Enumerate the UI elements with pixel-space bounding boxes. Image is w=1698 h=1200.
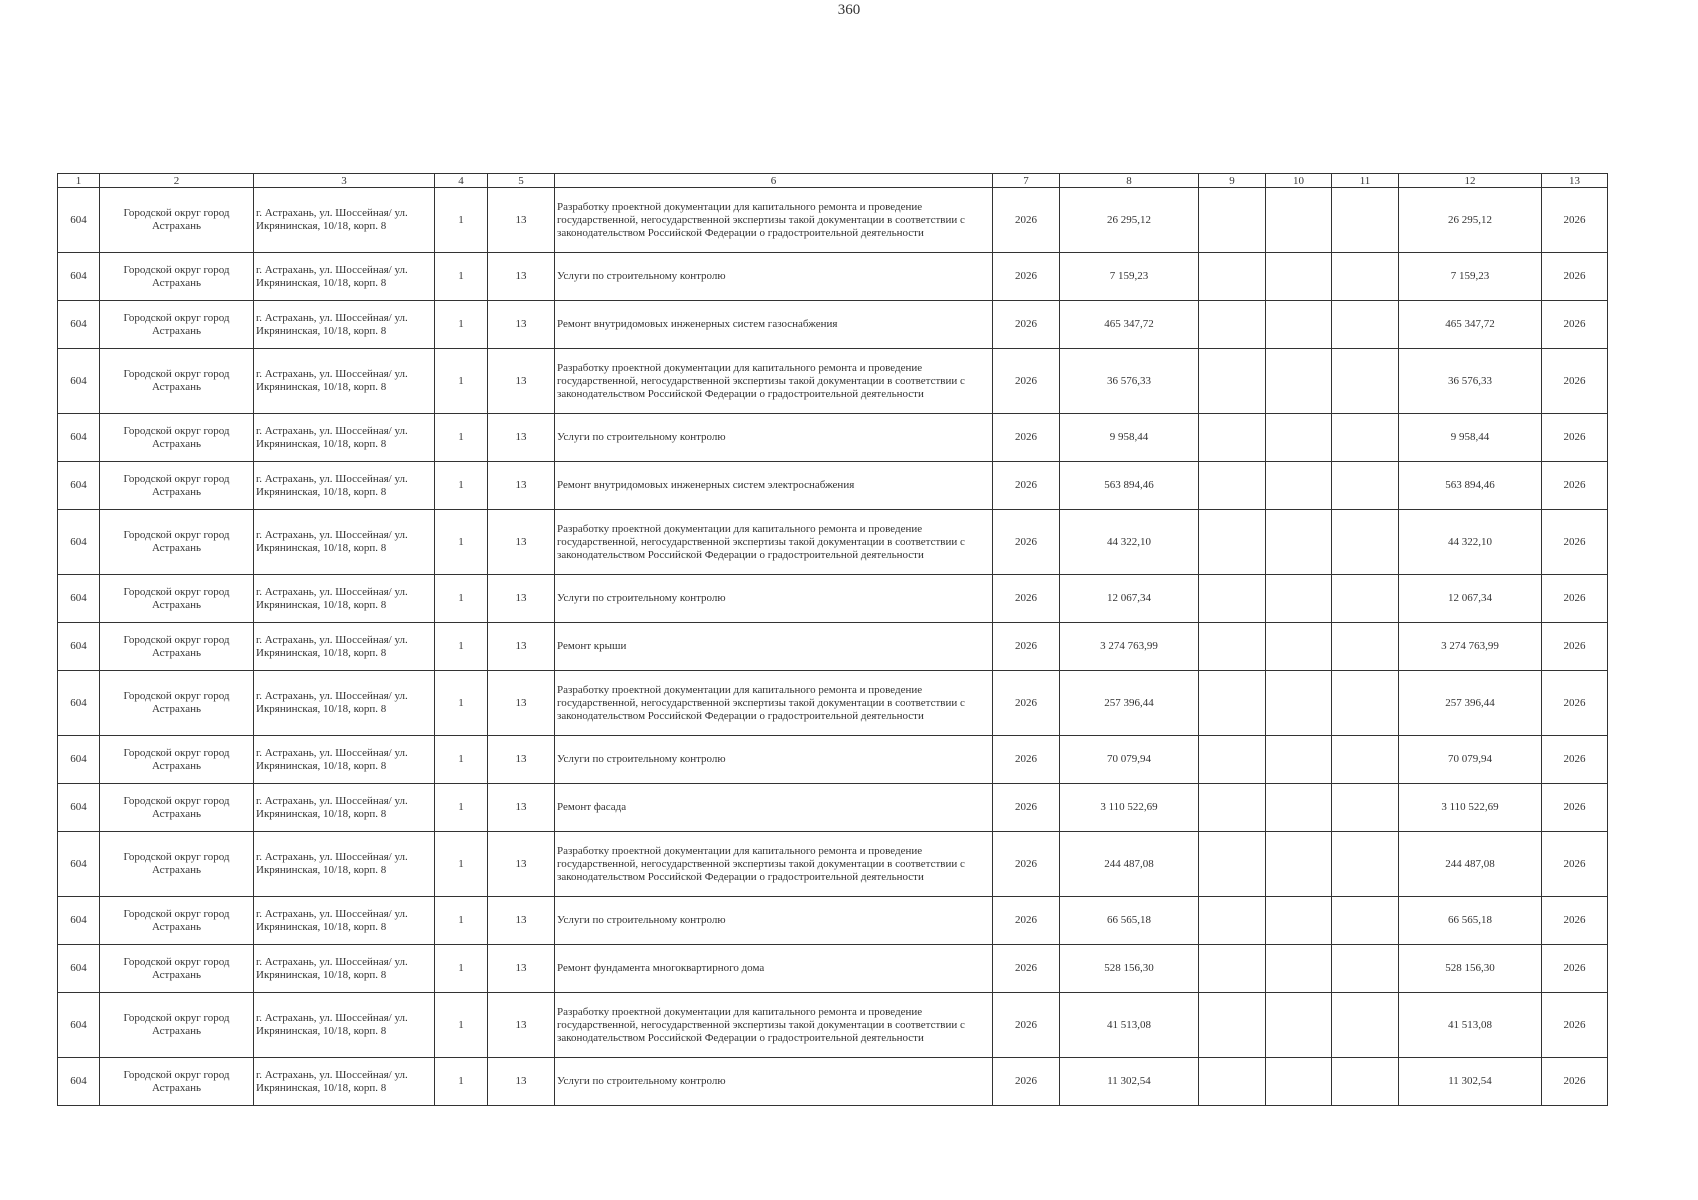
cell-municipality: Городской округ город Астрахань xyxy=(100,832,254,897)
cell-total: 66 565,18 xyxy=(1060,897,1199,945)
cell-col4: 1 xyxy=(435,945,488,993)
cell-col5: 13 xyxy=(488,510,555,575)
table-row xyxy=(58,736,1608,784)
table-body xyxy=(58,188,1608,1106)
cell-total: 12 067,34 xyxy=(1060,575,1199,623)
cell-id: 604 xyxy=(58,1058,100,1106)
cell-col10 xyxy=(1266,253,1332,301)
cell-address: г. Астрахань, ул. Шоссейная/ ул. Икрянинская, 10/18, корп. 8 xyxy=(254,897,435,945)
table-header xyxy=(58,174,1608,188)
cell-municipality: Городской округ город Астрахань xyxy=(100,623,254,671)
cell-id: 604 xyxy=(58,945,100,993)
cell-work-type: Разработку проектной документации для капитального ремонта и проведение государственной, негосударственной экспертизы такой документации в соответствии с законодательством Российской Федерации о градостроительной деятельности xyxy=(555,188,993,253)
cell-col5: 13 xyxy=(488,623,555,671)
table-row xyxy=(58,784,1608,832)
cell-col5: 13 xyxy=(488,832,555,897)
header-cell: 11 xyxy=(1332,174,1399,188)
cell-col4: 1 xyxy=(435,623,488,671)
cell-col12: 7 159,23 xyxy=(1399,253,1542,301)
cell-col11 xyxy=(1332,671,1399,736)
cell-work-type: Ремонт фундамента многоквартирного дома xyxy=(555,945,993,993)
cell-col4: 1 xyxy=(435,575,488,623)
cell-year: 2026 xyxy=(993,832,1060,897)
cell-col4: 1 xyxy=(435,188,488,253)
cell-municipality: Городской округ город Астрахань xyxy=(100,945,254,993)
cell-id: 604 xyxy=(58,510,100,575)
cell-col10 xyxy=(1266,349,1332,414)
cell-col4: 1 xyxy=(435,671,488,736)
cell-work-type: Услуги по строительному контролю xyxy=(555,575,993,623)
cell-municipality: Городской округ город Астрахань xyxy=(100,301,254,349)
cell-col9 xyxy=(1199,349,1266,414)
cell-col9 xyxy=(1199,671,1266,736)
cell-col5: 13 xyxy=(488,736,555,784)
cell-col13: 2026 xyxy=(1542,510,1608,575)
cell-address: г. Астрахань, ул. Шоссейная/ ул. Икрянинская, 10/18, корп. 8 xyxy=(254,993,435,1058)
cell-col10 xyxy=(1266,575,1332,623)
cell-municipality: Городской округ город Астрахань xyxy=(100,671,254,736)
cell-address: г. Астрахань, ул. Шоссейная/ ул. Икрянинская, 10/18, корп. 8 xyxy=(254,671,435,736)
cell-total: 257 396,44 xyxy=(1060,671,1199,736)
cell-col12: 66 565,18 xyxy=(1399,897,1542,945)
header-cell: 8 xyxy=(1060,174,1199,188)
cell-col10 xyxy=(1266,623,1332,671)
cell-col5: 13 xyxy=(488,462,555,510)
cell-col12: 41 513,08 xyxy=(1399,993,1542,1058)
cell-id: 604 xyxy=(58,253,100,301)
table-row xyxy=(58,575,1608,623)
cell-col4: 1 xyxy=(435,414,488,462)
cell-col9 xyxy=(1199,188,1266,253)
cell-col5: 13 xyxy=(488,784,555,832)
cell-col9 xyxy=(1199,993,1266,1058)
cell-work-type: Ремонт внутридомовых инженерных систем газоснабжения xyxy=(555,301,993,349)
cell-municipality: Городской округ город Астрахань xyxy=(100,1058,254,1106)
cell-address: г. Астрахань, ул. Шоссейная/ ул. Икрянинская, 10/18, корп. 8 xyxy=(254,1058,435,1106)
cell-work-type: Разработку проектной документации для капитального ремонта и проведение государственной, негосударственной экспертизы такой документации в соответствии с законодательством Российской Федерации о градостроительной деятельности xyxy=(555,832,993,897)
cell-col10 xyxy=(1266,784,1332,832)
table-row xyxy=(58,349,1608,414)
cell-col5: 13 xyxy=(488,945,555,993)
cell-address: г. Астрахань, ул. Шоссейная/ ул. Икрянинская, 10/18, корп. 8 xyxy=(254,301,435,349)
cell-col11 xyxy=(1332,575,1399,623)
cell-total: 70 079,94 xyxy=(1060,736,1199,784)
cell-col13: 2026 xyxy=(1542,1058,1608,1106)
header-row xyxy=(58,174,1608,188)
cell-year: 2026 xyxy=(993,945,1060,993)
cell-address: г. Астрахань, ул. Шоссейная/ ул. Икрянинская, 10/18, корп. 8 xyxy=(254,575,435,623)
cell-col4: 1 xyxy=(435,993,488,1058)
cell-col11 xyxy=(1332,462,1399,510)
cell-col5: 13 xyxy=(488,188,555,253)
header-cell: 5 xyxy=(488,174,555,188)
cell-work-type: Ремонт внутридомовых инженерных систем электроснабжения xyxy=(555,462,993,510)
cell-id: 604 xyxy=(58,832,100,897)
cell-col9 xyxy=(1199,462,1266,510)
cell-address: г. Астрахань, ул. Шоссейная/ ул. Икрянинская, 10/18, корп. 8 xyxy=(254,188,435,253)
header-cell: 2 xyxy=(100,174,254,188)
cell-col13: 2026 xyxy=(1542,188,1608,253)
cell-col9 xyxy=(1199,784,1266,832)
cell-col12: 3 110 522,69 xyxy=(1399,784,1542,832)
cell-col12: 9 958,44 xyxy=(1399,414,1542,462)
table-row xyxy=(58,462,1608,510)
cell-col12: 36 576,33 xyxy=(1399,349,1542,414)
cell-id: 604 xyxy=(58,623,100,671)
table-row xyxy=(58,623,1608,671)
cell-col5: 13 xyxy=(488,301,555,349)
cell-col13: 2026 xyxy=(1542,671,1608,736)
cell-col9 xyxy=(1199,832,1266,897)
cell-col10 xyxy=(1266,188,1332,253)
cell-municipality: Городской округ город Астрахань xyxy=(100,575,254,623)
cell-col10 xyxy=(1266,832,1332,897)
cell-total: 41 513,08 xyxy=(1060,993,1199,1058)
cell-work-type: Услуги по строительному контролю xyxy=(555,253,993,301)
cell-col5: 13 xyxy=(488,414,555,462)
cell-col5: 13 xyxy=(488,253,555,301)
cell-year: 2026 xyxy=(993,510,1060,575)
header-cell: 9 xyxy=(1199,174,1266,188)
cell-col11 xyxy=(1332,897,1399,945)
cell-year: 2026 xyxy=(993,736,1060,784)
cell-col4: 1 xyxy=(435,832,488,897)
cell-work-type: Услуги по строительному контролю xyxy=(555,1058,993,1106)
cell-col5: 13 xyxy=(488,1058,555,1106)
cell-year: 2026 xyxy=(993,784,1060,832)
cell-col10 xyxy=(1266,671,1332,736)
cell-year: 2026 xyxy=(993,993,1060,1058)
cell-col12: 12 067,34 xyxy=(1399,575,1542,623)
cell-year: 2026 xyxy=(993,1058,1060,1106)
cell-col12: 257 396,44 xyxy=(1399,671,1542,736)
cell-col4: 1 xyxy=(435,897,488,945)
cell-col5: 13 xyxy=(488,671,555,736)
cell-col12: 465 347,72 xyxy=(1399,301,1542,349)
cell-address: г. Астрахань, ул. Шоссейная/ ул. Икрянинская, 10/18, корп. 8 xyxy=(254,253,435,301)
cell-col11 xyxy=(1332,1058,1399,1106)
cell-address: г. Астрахань, ул. Шоссейная/ ул. Икрянинская, 10/18, корп. 8 xyxy=(254,414,435,462)
cell-col10 xyxy=(1266,897,1332,945)
cell-id: 604 xyxy=(58,188,100,253)
cell-col5: 13 xyxy=(488,993,555,1058)
header-cell: 1 xyxy=(58,174,100,188)
cell-address: г. Астрахань, ул. Шоссейная/ ул. Икрянинская, 10/18, корп. 8 xyxy=(254,349,435,414)
cell-total: 26 295,12 xyxy=(1060,188,1199,253)
cell-address: г. Астрахань, ул. Шоссейная/ ул. Икрянинская, 10/18, корп. 8 xyxy=(254,736,435,784)
cell-col10 xyxy=(1266,1058,1332,1106)
cell-id: 604 xyxy=(58,349,100,414)
cell-work-type: Ремонт крыши xyxy=(555,623,993,671)
cell-col4: 1 xyxy=(435,253,488,301)
cell-col11 xyxy=(1332,945,1399,993)
cell-col4: 1 xyxy=(435,736,488,784)
cell-col9 xyxy=(1199,623,1266,671)
cell-address: г. Астрахань, ул. Шоссейная/ ул. Икрянинская, 10/18, корп. 8 xyxy=(254,623,435,671)
header-cell: 6 xyxy=(555,174,993,188)
cell-municipality: Городской округ город Астрахань xyxy=(100,510,254,575)
cell-col11 xyxy=(1332,349,1399,414)
cell-id: 604 xyxy=(58,462,100,510)
cell-address: г. Астрахань, ул. Шоссейная/ ул. Икрянинская, 10/18, корп. 8 xyxy=(254,945,435,993)
cell-year: 2026 xyxy=(993,897,1060,945)
cell-col9 xyxy=(1199,897,1266,945)
cell-municipality: Городской округ город Астрахань xyxy=(100,253,254,301)
cell-total: 36 576,33 xyxy=(1060,349,1199,414)
cell-municipality: Городской округ город Астрахань xyxy=(100,736,254,784)
header-cell: 7 xyxy=(993,174,1060,188)
cell-municipality: Городской округ город Астрахань xyxy=(100,462,254,510)
cell-col4: 1 xyxy=(435,349,488,414)
cell-work-type: Услуги по строительному контролю xyxy=(555,897,993,945)
cell-col5: 13 xyxy=(488,897,555,945)
cell-col10 xyxy=(1266,301,1332,349)
cell-col13: 2026 xyxy=(1542,736,1608,784)
cell-col11 xyxy=(1332,736,1399,784)
cell-col10 xyxy=(1266,510,1332,575)
cell-col11 xyxy=(1332,253,1399,301)
table-row xyxy=(58,897,1608,945)
cell-col10 xyxy=(1266,993,1332,1058)
cell-municipality: Городской округ город Астрахань xyxy=(100,414,254,462)
table-row xyxy=(58,1058,1608,1106)
page-number: 360 xyxy=(837,2,861,18)
cell-col12: 11 302,54 xyxy=(1399,1058,1542,1106)
cell-total: 563 894,46 xyxy=(1060,462,1199,510)
cell-col11 xyxy=(1332,832,1399,897)
cell-col9 xyxy=(1199,510,1266,575)
cell-col11 xyxy=(1332,623,1399,671)
cell-col13: 2026 xyxy=(1542,623,1608,671)
cell-total: 528 156,30 xyxy=(1060,945,1199,993)
cell-col9 xyxy=(1199,414,1266,462)
cell-col9 xyxy=(1199,253,1266,301)
cell-municipality: Городской округ город Астрахань xyxy=(100,188,254,253)
cell-col11 xyxy=(1332,414,1399,462)
cell-municipality: Городской округ город Астрахань xyxy=(100,993,254,1058)
table-row xyxy=(58,188,1608,253)
table-row xyxy=(58,510,1608,575)
table-row xyxy=(58,671,1608,736)
cell-col11 xyxy=(1332,510,1399,575)
table-row xyxy=(58,832,1608,897)
cell-year: 2026 xyxy=(993,301,1060,349)
cell-col4: 1 xyxy=(435,784,488,832)
cell-col5: 13 xyxy=(488,349,555,414)
cell-col13: 2026 xyxy=(1542,832,1608,897)
cell-year: 2026 xyxy=(993,623,1060,671)
cell-municipality: Городской округ город Астрахань xyxy=(100,349,254,414)
table-row xyxy=(58,301,1608,349)
header-cell: 13 xyxy=(1542,174,1608,188)
cell-col5: 13 xyxy=(488,575,555,623)
cell-work-type: Разработку проектной документации для капитального ремонта и проведение государственной, негосударственной экспертизы такой документации в соответствии с законодательством Российской Федерации о градостроительной деятельности xyxy=(555,510,993,575)
cell-col4: 1 xyxy=(435,301,488,349)
cell-col4: 1 xyxy=(435,510,488,575)
cell-id: 604 xyxy=(58,736,100,784)
cell-id: 604 xyxy=(58,897,100,945)
cell-col9 xyxy=(1199,575,1266,623)
cell-work-type: Разработку проектной документации для капитального ремонта и проведение государственной, негосударственной экспертизы такой документации в соответствии с законодательством Российской Федерации о градостроительной деятельности xyxy=(555,349,993,414)
cell-col9 xyxy=(1199,1058,1266,1106)
cell-col11 xyxy=(1332,301,1399,349)
cell-col10 xyxy=(1266,945,1332,993)
cell-col9 xyxy=(1199,945,1266,993)
cell-col4: 1 xyxy=(435,462,488,510)
cell-col13: 2026 xyxy=(1542,784,1608,832)
header-cell: 4 xyxy=(435,174,488,188)
cell-total: 44 322,10 xyxy=(1060,510,1199,575)
cell-col12: 244 487,08 xyxy=(1399,832,1542,897)
cell-col12: 26 295,12 xyxy=(1399,188,1542,253)
cell-year: 2026 xyxy=(993,575,1060,623)
cell-year: 2026 xyxy=(993,414,1060,462)
cell-municipality: Городской округ город Астрахань xyxy=(100,784,254,832)
cell-address: г. Астрахань, ул. Шоссейная/ ул. Икрянинская, 10/18, корп. 8 xyxy=(254,832,435,897)
cell-address: г. Астрахань, ул. Шоссейная/ ул. Икрянинская, 10/18, корп. 8 xyxy=(254,462,435,510)
cell-total: 3 110 522,69 xyxy=(1060,784,1199,832)
cell-col13: 2026 xyxy=(1542,993,1608,1058)
cell-id: 604 xyxy=(58,784,100,832)
cell-total: 3 274 763,99 xyxy=(1060,623,1199,671)
cell-id: 604 xyxy=(58,671,100,736)
cell-col12: 528 156,30 xyxy=(1399,945,1542,993)
cell-col12: 563 894,46 xyxy=(1399,462,1542,510)
cell-col13: 2026 xyxy=(1542,349,1608,414)
cell-col13: 2026 xyxy=(1542,945,1608,993)
cell-col12: 70 079,94 xyxy=(1399,736,1542,784)
cell-col9 xyxy=(1199,301,1266,349)
cell-total: 9 958,44 xyxy=(1060,414,1199,462)
cell-municipality: Городской округ город Астрахань xyxy=(100,897,254,945)
table-row xyxy=(58,414,1608,462)
cell-address: г. Астрахань, ул. Шоссейная/ ул. Икрянинская, 10/18, корп. 8 xyxy=(254,784,435,832)
cell-id: 604 xyxy=(58,414,100,462)
cell-id: 604 xyxy=(58,575,100,623)
cell-col9 xyxy=(1199,736,1266,784)
table-row xyxy=(58,993,1608,1058)
cell-col13: 2026 xyxy=(1542,253,1608,301)
cell-work-type: Услуги по строительному контролю xyxy=(555,414,993,462)
cell-id: 604 xyxy=(58,993,100,1058)
cell-year: 2026 xyxy=(993,462,1060,510)
cell-year: 2026 xyxy=(993,671,1060,736)
cell-year: 2026 xyxy=(993,349,1060,414)
cell-col10 xyxy=(1266,462,1332,510)
cell-total: 7 159,23 xyxy=(1060,253,1199,301)
cell-total: 244 487,08 xyxy=(1060,832,1199,897)
cell-year: 2026 xyxy=(993,188,1060,253)
table-row xyxy=(58,253,1608,301)
cell-work-type: Разработку проектной документации для капитального ремонта и проведение государственной, негосударственной экспертизы такой документации в соответствии с законодательством Российской Федерации о градостроительной деятельности xyxy=(555,671,993,736)
cell-address: г. Астрахань, ул. Шоссейная/ ул. Икрянинская, 10/18, корп. 8 xyxy=(254,510,435,575)
cell-work-type: Услуги по строительному контролю xyxy=(555,736,993,784)
table-row xyxy=(58,945,1608,993)
header-cell: 10 xyxy=(1266,174,1332,188)
cell-col11 xyxy=(1332,188,1399,253)
cell-total: 11 302,54 xyxy=(1060,1058,1199,1106)
cell-col13: 2026 xyxy=(1542,414,1608,462)
cell-col13: 2026 xyxy=(1542,897,1608,945)
cell-col13: 2026 xyxy=(1542,462,1608,510)
cell-col12: 44 322,10 xyxy=(1399,510,1542,575)
cell-col12: 3 274 763,99 xyxy=(1399,623,1542,671)
header-cell: 12 xyxy=(1399,174,1542,188)
cell-col10 xyxy=(1266,414,1332,462)
cell-col13: 2026 xyxy=(1542,301,1608,349)
cell-id: 604 xyxy=(58,301,100,349)
cell-year: 2026 xyxy=(993,253,1060,301)
header-cell: 3 xyxy=(254,174,435,188)
cell-col11 xyxy=(1332,784,1399,832)
cell-work-type: Ремонт фасада xyxy=(555,784,993,832)
repair-register-table xyxy=(57,173,1608,1106)
cell-col11 xyxy=(1332,993,1399,1058)
cell-work-type: Разработку проектной документации для капитального ремонта и проведение государственной, негосударственной экспертизы такой документации в соответствии с законодательством Российской Федерации о градостроительной деятельности xyxy=(555,993,993,1058)
cell-total: 465 347,72 xyxy=(1060,301,1199,349)
cell-col13: 2026 xyxy=(1542,575,1608,623)
cell-col10 xyxy=(1266,736,1332,784)
cell-col4: 1 xyxy=(435,1058,488,1106)
